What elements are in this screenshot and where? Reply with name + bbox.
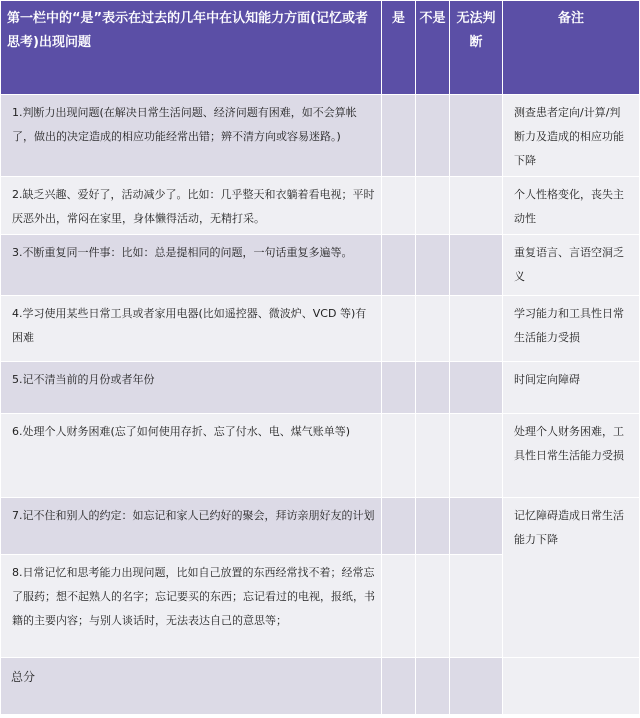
unknown-cell[interactable]	[450, 95, 503, 177]
table-row	[1, 296, 640, 362]
item-text: 2.缺乏兴趣、爱好了，活动减少了。比如：几乎整天和衣躺着看电视；平时厌恶外出，常闷在家里，身体懒得活动，无精打采。	[1, 177, 382, 235]
item-text: 7.记不住和别人的约定：如忘记和家人已约好的聚会，拜访亲朋好友的计划	[1, 498, 382, 555]
yes-cell[interactable]	[382, 95, 416, 177]
no-cell[interactable]	[416, 235, 450, 296]
remark-text: 记忆障碍造成日常生活能力下降	[503, 498, 640, 658]
item-text: 1.判断力出现问题(在解决日常生活问题、经济问题有困难，如不会算帐了，做出的决定造成的相应功能经常出错；辨不清方向或容易迷路。)	[1, 95, 382, 177]
table-row	[1, 362, 640, 414]
table-row	[1, 235, 640, 296]
item-text: 4.学习使用某些日常工具或者家用电器(比如遥控器、微波炉、VCD 等)有困难	[1, 296, 382, 362]
unknown-total-cell[interactable]	[450, 658, 503, 715]
no-cell[interactable]	[416, 414, 450, 498]
remark-text: 处理个人财务困难，工具性日常生活能力受损	[503, 414, 640, 498]
unknown-cell[interactable]	[450, 362, 503, 414]
yes-cell[interactable]	[382, 555, 416, 658]
no-cell[interactable]	[416, 555, 450, 658]
unknown-cell[interactable]	[450, 296, 503, 362]
table-row	[1, 498, 640, 555]
yes-cell[interactable]	[382, 498, 416, 555]
unknown-cell[interactable]	[450, 414, 503, 498]
item-text: 3.不断重复同一件事：比如：总是提相同的问题，一句话重复多遍等。	[1, 235, 382, 296]
yes-cell[interactable]	[382, 177, 416, 235]
no-cell[interactable]	[416, 498, 450, 555]
item-text: 8.日常记忆和思考能力出现问题，比如自己放置的东西经常找不着；经常忘了服药；想不起熟人的名字；忘记要买的东西；忘记看过的电视，报纸，书籍的主要内容；与别人谈话时，无法表达自己的意思等；	[1, 555, 382, 658]
table-row	[1, 95, 640, 177]
total-label: 总分	[1, 658, 382, 715]
table-header-row	[1, 1, 640, 95]
item-text: 6.处理个人财务困难(忘了如何使用存折、忘了付水、电、煤气账单等)	[1, 414, 382, 498]
header-item-description: 第一栏中的“是”表示在过去的几年中在认知能力方面(记忆或者思考)出现问题	[1, 1, 382, 95]
yes-cell[interactable]	[382, 414, 416, 498]
header-remark: 备注	[503, 1, 640, 95]
unknown-cell[interactable]	[450, 235, 503, 296]
remark-text: 时间定向障碍	[503, 362, 640, 414]
yes-cell[interactable]	[382, 362, 416, 414]
remark-text: 测查患者定向/计算/判断力及造成的相应功能下降	[503, 95, 640, 177]
no-cell[interactable]	[416, 362, 450, 414]
no-total-cell[interactable]	[416, 658, 450, 715]
yes-cell[interactable]	[382, 296, 416, 362]
no-cell[interactable]	[416, 95, 450, 177]
header-no: 不是	[416, 1, 450, 95]
header-yes: 是	[382, 1, 416, 95]
table-row	[1, 177, 640, 235]
no-cell[interactable]	[416, 177, 450, 235]
table-row	[1, 414, 640, 498]
header-unknown: 无法判断	[450, 1, 503, 95]
remark-text: 重复语言、言语空洞乏义	[503, 235, 640, 296]
item-text: 5.记不清当前的月份或者年份	[1, 362, 382, 414]
remark-total-cell	[503, 658, 640, 715]
unknown-cell[interactable]	[450, 555, 503, 658]
unknown-cell[interactable]	[450, 177, 503, 235]
no-cell[interactable]	[416, 296, 450, 362]
total-row	[1, 658, 640, 715]
remark-text: 个人性格变化，丧失主动性	[503, 177, 640, 235]
yes-total-cell[interactable]	[382, 658, 416, 715]
yes-cell[interactable]	[382, 235, 416, 296]
remark-text: 学习能力和工具性日常生活能力受损	[503, 296, 640, 362]
unknown-cell[interactable]	[450, 498, 503, 555]
